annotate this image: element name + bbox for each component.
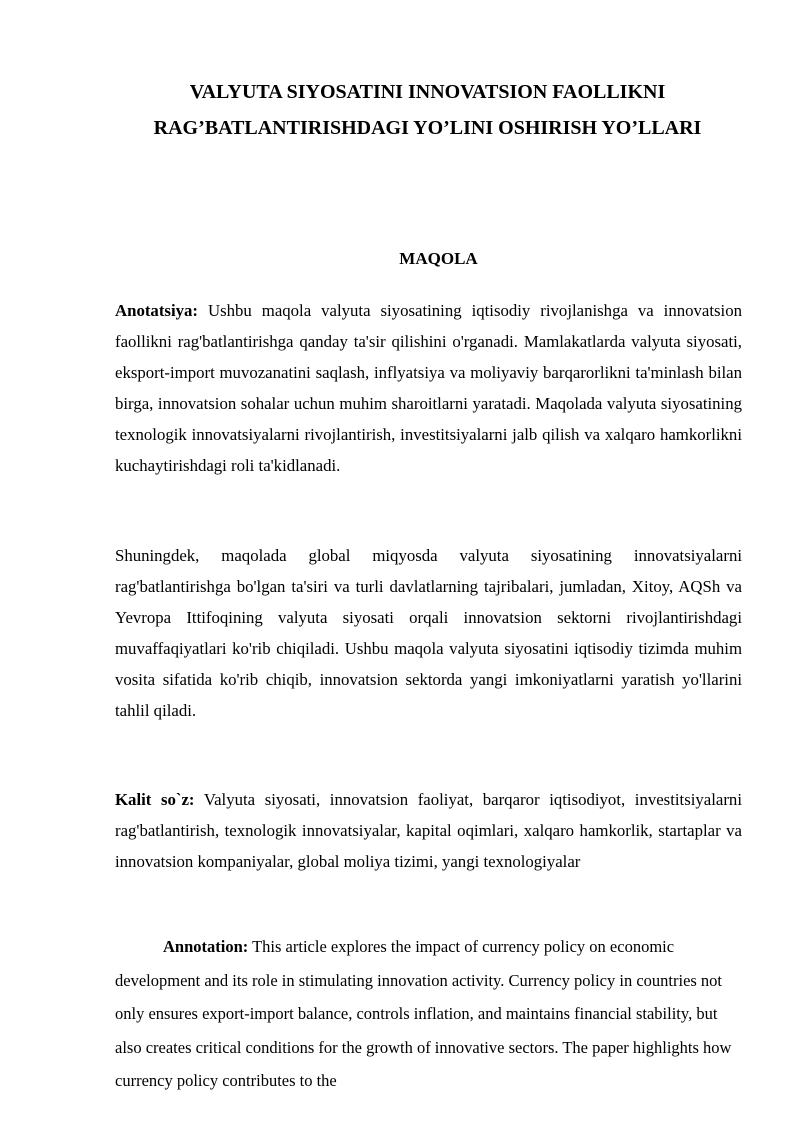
keywords-uz-text: Valyuta siyosati, innovatsion faoliyat, barqaror iqtisodiyot, investitsiyalarni rag'batlantirish, texnologik innovatsiyalar, kapital oqimlari, xalqaro hamkorlik, startaplar va innovatsion kompaniyalar, global moliya tizimi, yangi texnologiyalar — [115, 790, 742, 871]
abstract-en-paragraph — [115, 930, 742, 1098]
section-heading: MAQOLA — [399, 249, 478, 268]
keywords-uz-label: Kalit so`z: — [115, 790, 195, 809]
paper-title-line-2: RAG’BATLANTIRISHDAGI YO’LINI OSHIRISH YO’LLARI — [153, 117, 702, 139]
abstract-uz-2-text: Shuningdek, maqolada global miqyosda valyuta siyosatining innovatsiyalarni rag'batlantirishga bo'lgan ta'siri va turli davlatlarning tajribalari, jumladan, Xitoy, AQSh va Yevropa Ittifoqining valyuta siyosati orqali innovatsion sektorni rivojlantirishdagi muvaffaqiyatlari ko'rib chiqiladi. Ushbu maqola valyuta siyosatini iqtisodiy tizimda muhim vosita sifatida ko'rib chiqib, innovatsion sektorda yangi imkoniyatlarni yaratish yo'llarini tahlil qiladi. — [115, 546, 742, 720]
keywords-uz-paragraph — [115, 784, 742, 877]
abstract-uz-text: Ushbu maqola valyuta siyosatining iqtisodiy rivojlanishga va innovatsion faollikni rag'batlantirishga qanday ta'sir qilishini o'rganadi. Mamlakatlarda valyuta siyosati, eksport-import muvozanatini saqlash, inflyatsiya va moliyaviy barqarorlikni ta'minlash bilan birga, innovatsion sohalar uchun muhim sharoitlarni yaratadi. Maqolada valyuta siyosatining texnologik innovatsiyalarni rivojlantirish, investitsiyalarni jalb qilish va xalqaro hamkorlikni kuchaytirishdagi roli ta'kidlanadi. — [115, 301, 742, 475]
paper-title-line-1: VALYUTA SIYOSATINI INNOVATSION FAOLLIKNI — [189, 81, 666, 103]
abstract-en-text: This article explores the impact of currency policy on economic development and its role in stimulating innovation activity. Currency policy in countries not only ensures export-import balance, controls inflation, and maintains financial stability, but also creates critical conditions for the growth of innovative sectors. The paper highlights how currency policy contributes to the — [115, 937, 732, 1091]
abstract-uz-paragraph — [115, 295, 742, 481]
paper-title — [100, 74, 755, 146]
abstract-en-label: Annotation: — [163, 937, 249, 956]
abstract-uz-paragraph-2 — [115, 540, 742, 726]
abstract-uz-label: Anotatsiya: — [115, 301, 198, 320]
